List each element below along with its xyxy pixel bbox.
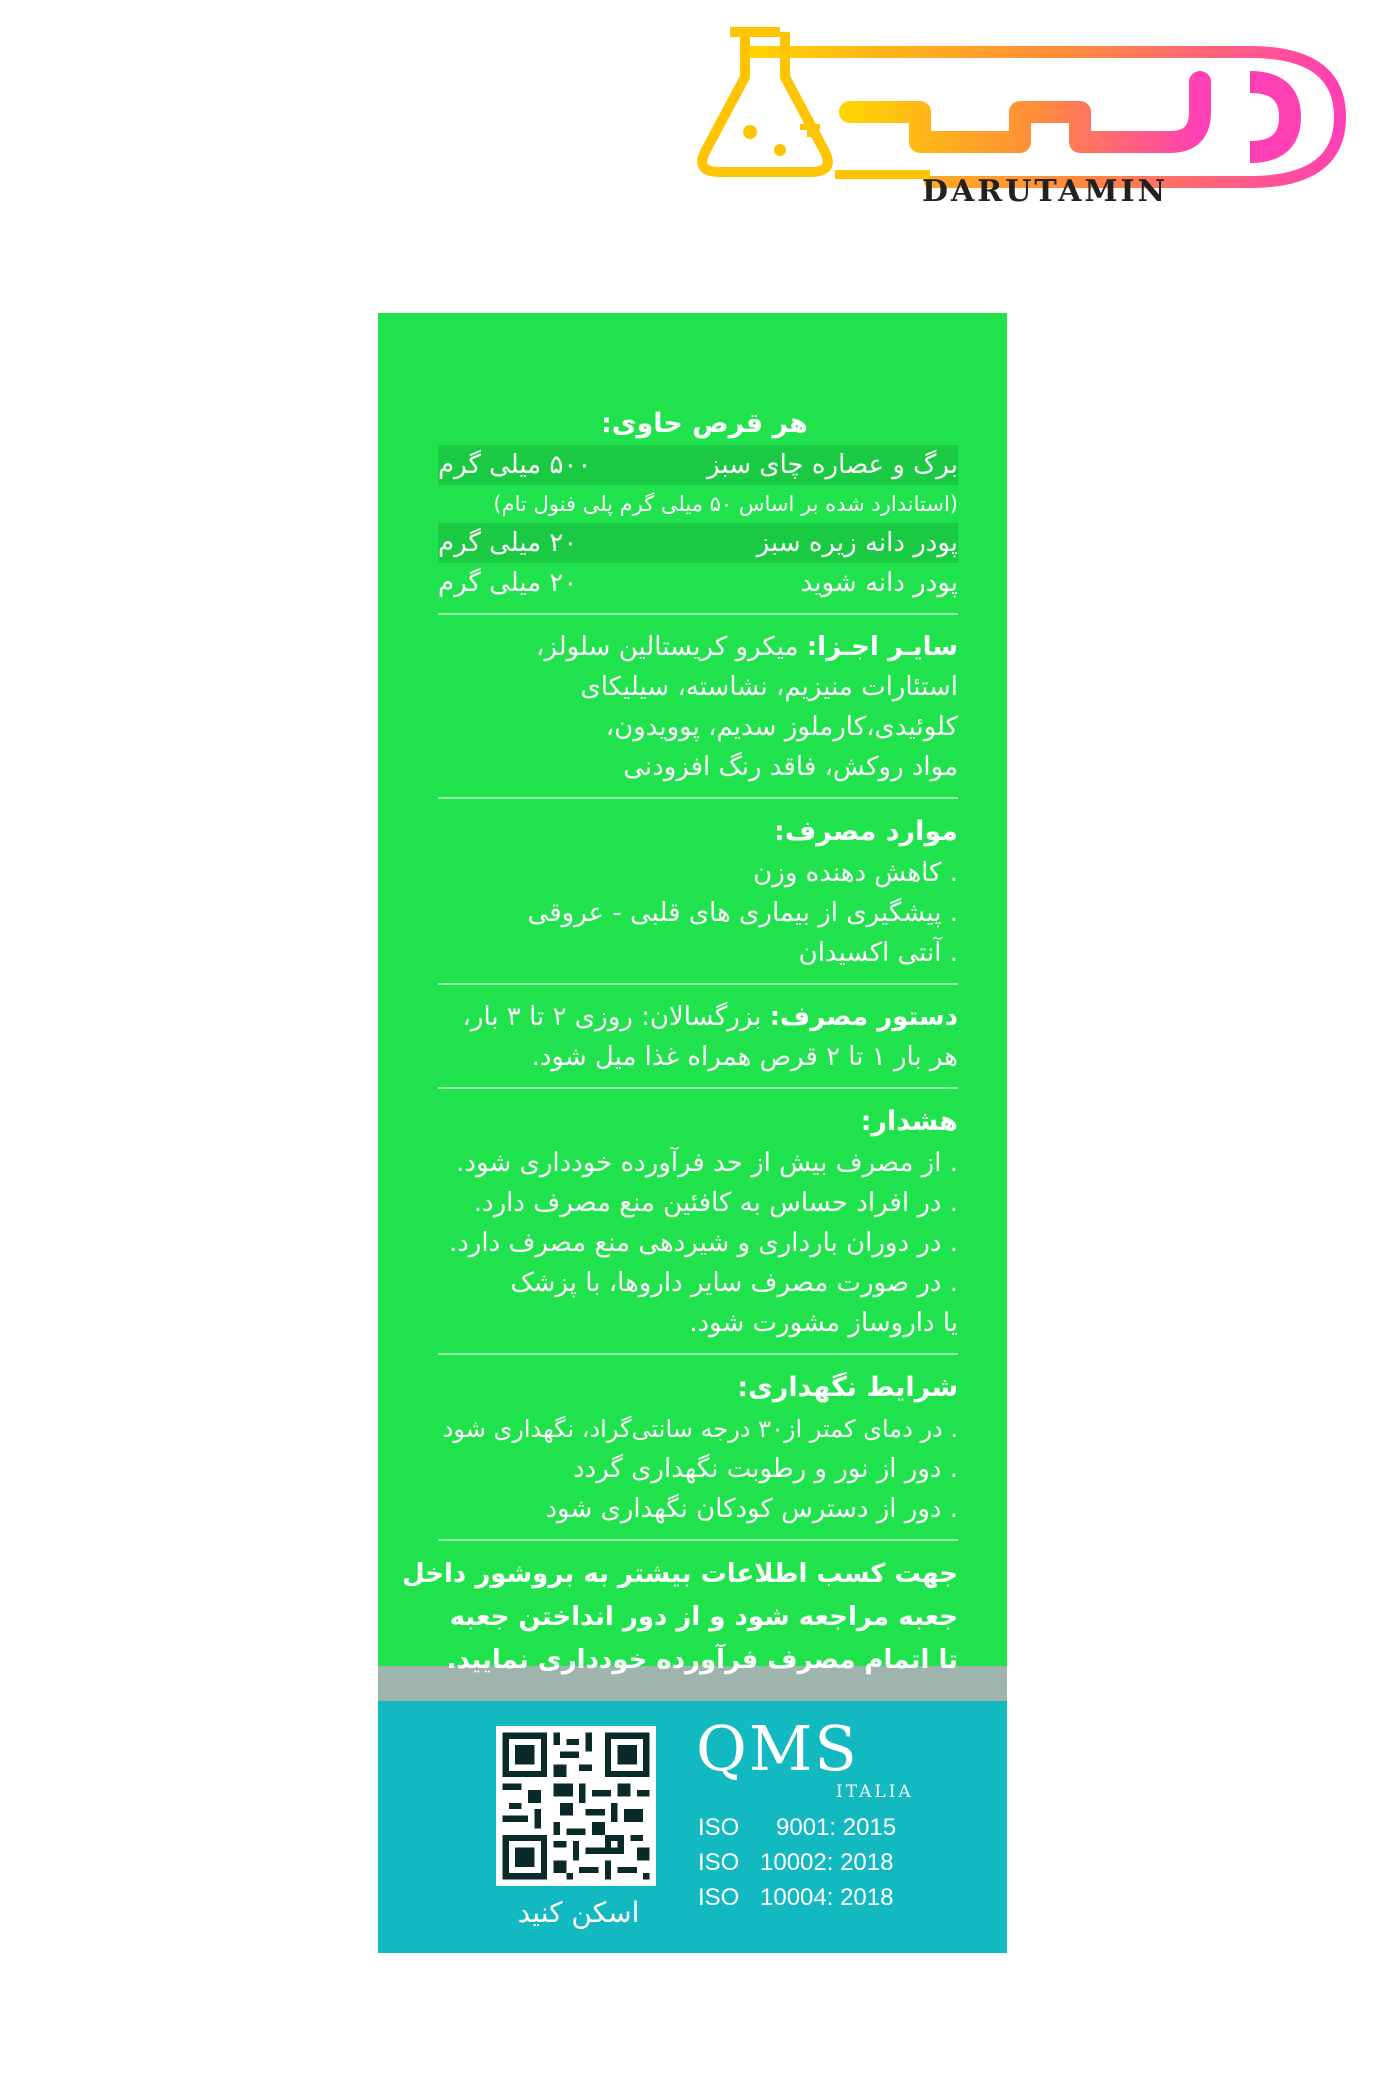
label-content: [402, 403, 958, 1682]
qms-logo: QMS: [696, 1712, 859, 1785]
iso-number: 10002: 2018: [760, 1849, 894, 1876]
dosage-text: بزرگسالان: روزی ۲ تا ۳ بار،: [462, 1002, 770, 1032]
section-divider: [438, 983, 958, 985]
other-ingredients-line: [438, 627, 958, 667]
storage-item: . در دمای کمتر از۳۰ درجه سانتی‌گراد، نگهداری شود: [442, 1415, 958, 1443]
qr-caption: اسکن کنید: [517, 1896, 640, 1929]
ingredient-row: [438, 563, 958, 603]
dosage-label: دستور مصرف:: [769, 1002, 958, 1032]
ingredient-name: برگ و عصاره چای سبز: [707, 450, 958, 480]
iso-number: 10004: 2018: [760, 1884, 894, 1911]
iso-number: 9001: 2015: [776, 1814, 897, 1841]
ingredient-row: [438, 445, 958, 485]
section-divider: [438, 1539, 958, 1541]
uses-heading: موارد مصرف:: [774, 816, 958, 847]
warning-item: . از مصرف بیش از حد فرآورده خودداری شود.: [456, 1148, 958, 1178]
warning-heading: هشدار:: [860, 1106, 958, 1137]
other-ingredients-line: کلوئیدی،کارملوز سدیم، پوویدون،: [605, 712, 958, 742]
storage-item: . دور از دسترس کودکان نگهداری شود: [545, 1494, 958, 1524]
ingredient-name: پودر دانه شوید: [800, 568, 958, 598]
other-ingredients-label: سایـر اجـزا:: [806, 632, 958, 662]
ingredients-heading: هر قرص حاوی:: [600, 408, 808, 439]
warning-item: . در افراد حساس به کافئین منع مصرف دارد.: [473, 1188, 958, 1218]
storage-heading: شرایط نگهداری:: [737, 1372, 958, 1403]
warning-item: . در دوران بارداری و شیردهی منع مصرف دارد.: [448, 1228, 958, 1258]
warning-item: یا داروساز مشورت شود.: [689, 1308, 958, 1338]
section-divider: [438, 1087, 958, 1089]
other-ingredients-line: مواد روکش، فاقد رنگ افزودنی: [623, 752, 958, 782]
section-divider: [438, 797, 958, 799]
uses-item: . کاهش دهنده وزن: [753, 858, 958, 888]
notice-line: جهت کسب اطلاعات بیشتر به بروشور داخل: [402, 1559, 958, 1589]
notice-line: جعبه مراجعه شود و از دور انداختن جعبه: [449, 1602, 958, 1632]
ingredient-name: پودر دانه زیره سبز: [756, 528, 958, 558]
qms-subtitle: ITALIA: [836, 1782, 914, 1802]
dosage-line: هر بار ۱ تا ۲ قرص همراه غذا میل شود.: [531, 1042, 958, 1072]
qr-code[interactable]: [496, 1726, 656, 1886]
other-ingredients-line: استئارات منیزیم، نشاسته، سیلیکای: [580, 672, 958, 702]
ingredient-row: [438, 523, 958, 563]
certification-block: [696, 1712, 956, 1911]
ingredient-note: (استاندارد شده بر اساس ۵۰ میلی گرم پلی فنول تام): [493, 492, 958, 516]
iso-standard: ISO: [698, 1884, 740, 1911]
brand-logo: [690, 22, 1350, 212]
notice-line: تا اتمام مصرف فرآورده خودداری نمایید.: [446, 1645, 958, 1675]
warning-item: . در صورت مصرف سایر داروها، با پزشک: [510, 1268, 958, 1298]
dosage-line: [438, 997, 958, 1037]
section-divider: [438, 1353, 958, 1355]
ingredient-amount: ۲۰ میلی گرم: [438, 568, 578, 598]
iso-line: [698, 1845, 958, 1880]
ingredient-amount: ۵۰۰ میلی گرم: [438, 450, 592, 480]
iso-line: [698, 1880, 958, 1915]
section-divider: [438, 613, 958, 615]
qr-code-graphic: [496, 1726, 656, 1886]
iso-standard: ISO: [698, 1814, 740, 1841]
uses-item: . پیشگیری از بیماری های قلبی - عروقی: [527, 898, 958, 928]
logo-latin-text: DARUTAMIN: [922, 174, 1169, 209]
iso-standard: ISO: [698, 1849, 740, 1876]
product-box-side: [378, 313, 1007, 1953]
storage-item: . دور از نور و رطوبت نگهداری گردد: [572, 1454, 958, 1484]
iso-line: [698, 1810, 958, 1845]
uses-item: . آنتی اکسیدان: [798, 938, 958, 968]
other-ingredients-text: میکرو کریستالین سلولز،: [535, 632, 807, 662]
ingredient-amount: ۲۰ میلی گرم: [438, 528, 578, 558]
